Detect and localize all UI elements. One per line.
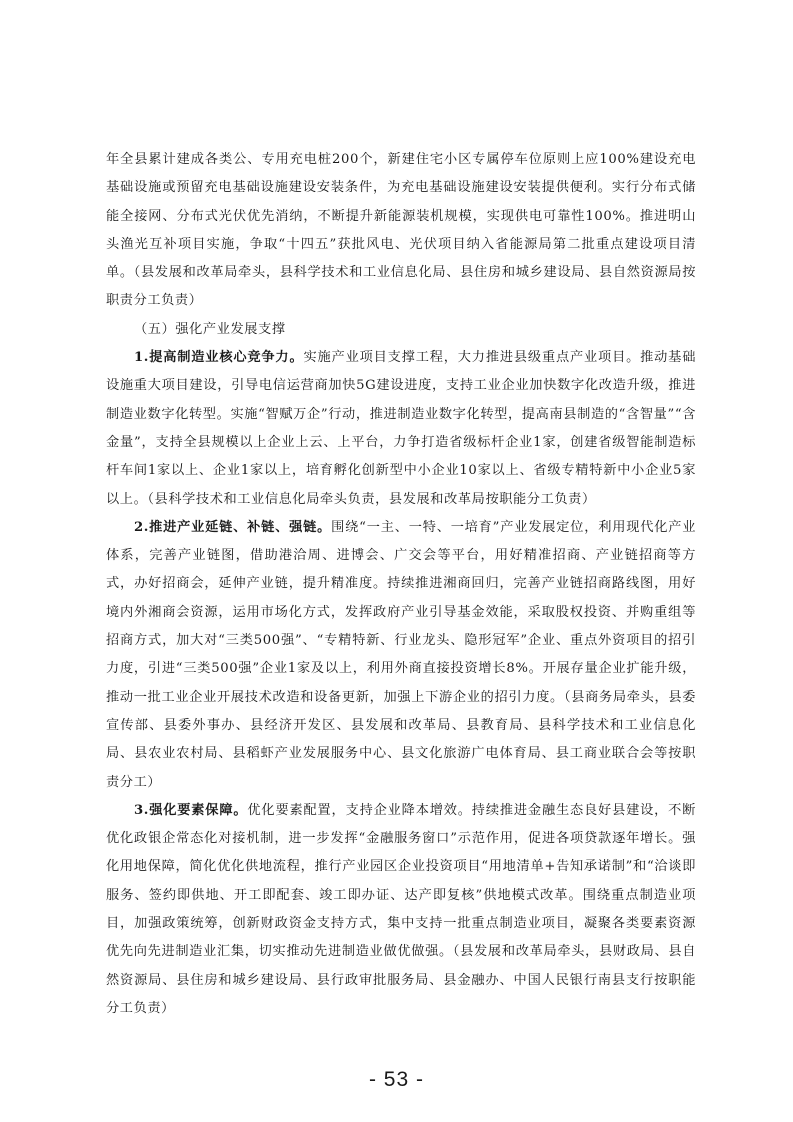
item-title: 3.强化要素保障。 [134,802,248,818]
item-paragraph [106,514,696,797]
item-body: 围绕“一主、一特、一培育”产业发展定位，利用现代化产业体系，完善产业链图，借助港洽周、进博会、广交会等平台，用好精准招商、产业链招商等方式，办好招商会，延伸产业链，提升精准度。持续推进湘商回归，完善产业链招商路线图，用好境内外湘商会资源，运用市场化方式，发挥政府产业引导基金效能，采取股权投资、并购重组等招商方式，加大对“三类500强”、“专精特新、行业龙头、隐形冠军”企业、重点外资项目的招引力度，引进“三类500强”企业1家及以上，利用外商直接投资增长8%。开展存量企业扩能升级，推动一批工业企业开展技术改造和设备更新，加强上下游企业的招引力度。（县商务局牵头，县委宣传部、县委外事办、县经济开发区、县发展和改革局、县教育局、县科学技术和工业信息化局、县农业农村局、县稻虾产业发展服务中心、县文化旅游广电体育局、县工商业联合会等按职责分工） [106,519,696,790]
item-body: 实施产业项目支撑工程，大力推进县级重点产业项目。推动基础设施重大项目建设，引导电信运营商加快5G建设进度，支持工业企业加快数字化改造升级，推进制造业数字化转型。实施“智赋万企”行动，推进制造业数字化转型，提高南县制造的“含智量”“含金量”，支持全县规模以上企业上云、上平台，力争打造省级标杆企业1家，创建省级智能制造标杆车间1家以上、企业1家以上，培育孵化创新型中小企业10家以上、省级专精特新中小企业5家以上。（县科学技术和工业信息化局牵头负责，县发展和改革局按职能分工负责） [106,350,696,507]
continuation-paragraph: 年全县累计建成各类公、专用充电桩200个，新建住宅小区专属停车位原则上应100%建设充电基础设施或预留充电基础设施建设安装条件，为充电基础设施建设安装提供便利。实行分布式储能全接网、分布式光伏优先消纳，不断提升新能源装机规模，实现供电可靠性100%。推进明山头渔光互补项目实施，争取“十四五”获批风电、光伏项目纳入省能源局第二批重点建设项目清单。（县发展和改革局牵头，县科学技术和工业信息化局、县住房和城乡建设局、县自然资源局按职责分工负责） [106,152,696,309]
document-body [106,146,696,1023]
item-body: 优化要素配置，支持企业降本增效。持续推进金融生态良好县建设，不断优化政银企常态化对接机制，进一步发挥“金融服务窗口”示范作用，促进各项贷款逐年增长。强化用地保障，简化优化供地流程，推行产业园区企业投资项目“用地清单+告知承诺制”和“洽谈即服务、签约即供地、开工即配套、竣工即办证、达产即复核”供地模式改革。围绕重点制造业项目，加强政策统筹，创新财政资金支持方式，集中支持一批重点制造业项目，凝聚各类要素资源优先向先进制造业汇集，切实推动先进制造业做优做强。（县发展和改革局牵头，县财政局、县自然资源局、县住房和城乡建设局、县行政审批服务局、县金融办、中国人民银行南县支行按职能分工负责） [106,802,696,1016]
section-heading: （五）强化产业发展支撑 [134,321,286,337]
item-paragraph [106,797,696,1023]
page-number: - 53 - [368,1068,424,1091]
item-title: 1.提高制造业核心竞争力。 [134,350,304,366]
item-title: 2.推进产业延链、补链、强链。 [134,519,332,535]
item-paragraph [106,344,696,514]
